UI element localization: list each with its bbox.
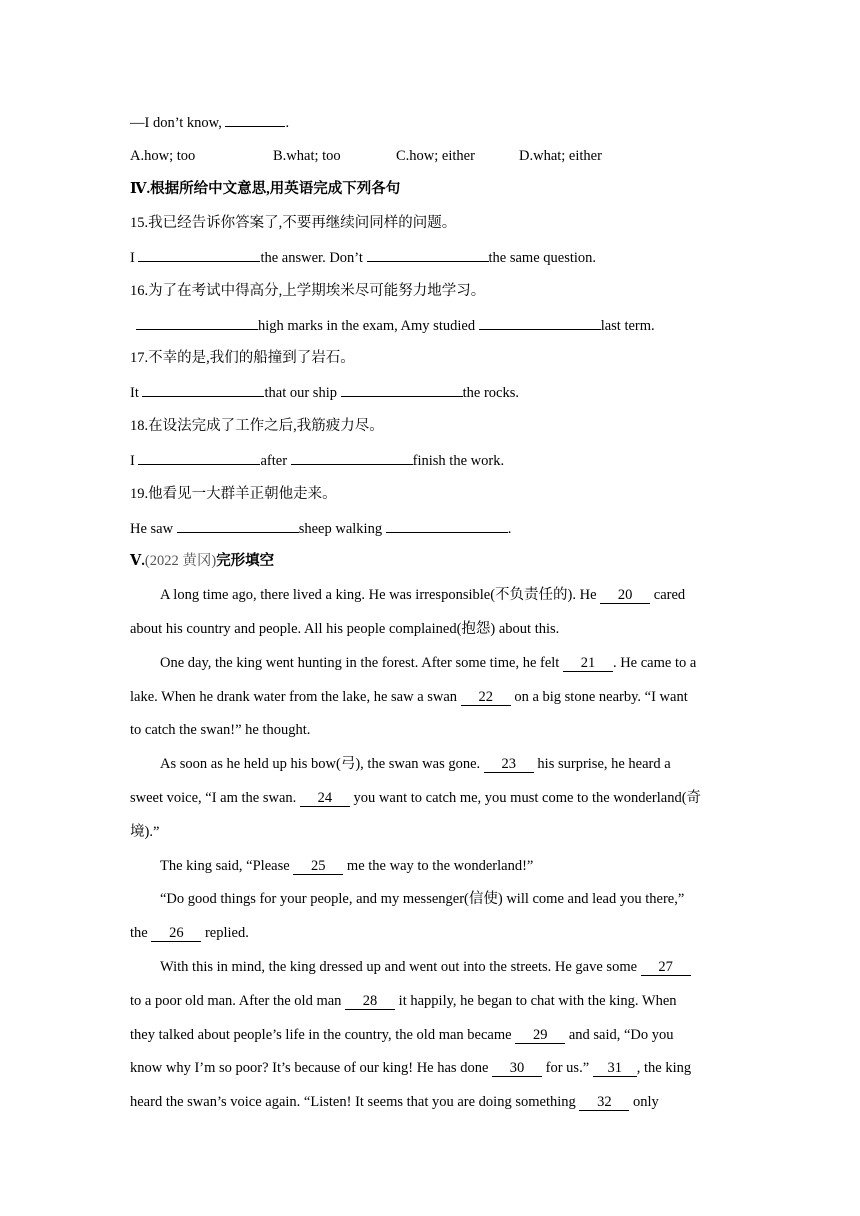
answer-blank: [142, 382, 264, 397]
answer-blank: [136, 315, 258, 330]
answer-blank: [138, 247, 260, 262]
answer-blank: [367, 247, 489, 262]
q18-chinese: 18.在设法完成了工作之后,我筋疲力尽。: [130, 418, 384, 434]
blank-number-28: 28: [345, 993, 395, 1010]
option-d: D.what; either: [519, 148, 602, 164]
passage-line: lake. When he drank water from the lake, he saw a swan 22 on a big stone nearby. “I want: [130, 689, 688, 705]
passage-line: As soon as he held up his bow(弓), the swan was gone. 23 his surprise, he heard a: [160, 756, 671, 772]
blank-number-20: 20: [600, 587, 650, 604]
answer-blank: [386, 518, 508, 533]
answer-blank: [341, 382, 463, 397]
source-tag: (2022 黄冈): [144, 553, 217, 569]
q17-english: It that our ship the rocks.: [130, 382, 519, 403]
blank-number-30: 30: [492, 1060, 542, 1077]
answer-blank: [225, 112, 285, 127]
q19-english: He saw sheep walking .: [130, 518, 511, 539]
q18-english: I after finish the work.: [130, 450, 504, 471]
answer-blank: [291, 450, 413, 465]
blank-number-32: 32: [579, 1094, 629, 1111]
passage-line: sweet voice, “I am the swan. 24 you want to catch me, you must come to the wonderland(奇: [130, 790, 702, 806]
blank-number-23: 23: [484, 756, 534, 773]
question-14-prompt-line: —I don’t know, .: [130, 112, 289, 133]
passage-line: about his country and people. All his people complained(抱怨) about this.: [130, 621, 560, 637]
blank-number-24: 24: [300, 790, 350, 807]
passage-line: to catch the swan!” he thought.: [130, 722, 311, 738]
passage-line: With this in mind, the king dressed up and went out into the streets. He gave some 27: [160, 957, 691, 977]
blank-number-21: 21: [563, 655, 613, 672]
passage-line: they talked about people’s life in the country, the old man became 29 and said, “Do you: [130, 1027, 674, 1043]
question-14-options: [130, 146, 602, 166]
q15-english: I the answer. Don’t the same question.: [130, 247, 596, 268]
blank-number-27: 27: [641, 959, 691, 976]
option-c: C.how; either: [396, 148, 475, 164]
prompt-text: —I don’t know,: [130, 115, 222, 131]
blank-number-25: 25: [293, 858, 343, 875]
q16-chinese: 16.为了在考试中得高分,上学期埃米尽可能努力地学习。: [130, 283, 486, 299]
passage-line: heard the swan’s voice again. “Listen! It seems that you are doing something 32 only: [130, 1094, 659, 1110]
passage-line: know why I’m so poor? It’s because of our king! He has done 30 for us.” 31 , the king: [130, 1060, 692, 1076]
option-b: B.what; too: [273, 148, 341, 164]
q15-chinese: 15.我已经告诉你答案了,不要再继续问同样的问题。: [130, 215, 457, 231]
passage-line: to a poor old man. After the old man 28 it happily, he began to chat with the king. When: [130, 993, 677, 1009]
answer-blank: [138, 450, 260, 465]
passage-line: A long time ago, there lived a king. He was irresponsible(不负责任的). He 20 cared: [160, 587, 686, 603]
blank-number-26: 26: [151, 925, 201, 942]
passage-line: “Do good things for your people, and my messenger(信使) will come and lead you there,”: [160, 891, 685, 907]
passage-line: The king said, “Please 25 me the way to the wonderland!”: [160, 858, 534, 874]
blank-number-29: 29: [515, 1027, 565, 1044]
passage-line: the 26 replied.: [130, 925, 249, 941]
section-5-heading: Ⅴ.(2022 黄冈)完形填空: [130, 553, 275, 569]
blank-number-31: 31: [593, 1060, 637, 1077]
option-a: A.how; too: [130, 148, 196, 164]
blank-number-22: 22: [461, 689, 511, 706]
q17-chinese: 17.不幸的是,我们的船撞到了岩石。: [130, 350, 355, 366]
q16-english: high marks in the exam, Amy studied last term.: [136, 315, 655, 336]
passage-line: 境).”: [130, 824, 160, 840]
section-4-heading: Ⅳ.根据所给中文意思,用英语完成下列各句: [130, 181, 401, 197]
answer-blank: [479, 315, 601, 330]
passage-line: One day, the king went hunting in the forest. After some time, he felt 21 . He came to a: [160, 655, 697, 671]
answer-blank: [177, 518, 299, 533]
q19-chinese: 19.他看见一大群羊正朝他走来。: [130, 486, 337, 502]
